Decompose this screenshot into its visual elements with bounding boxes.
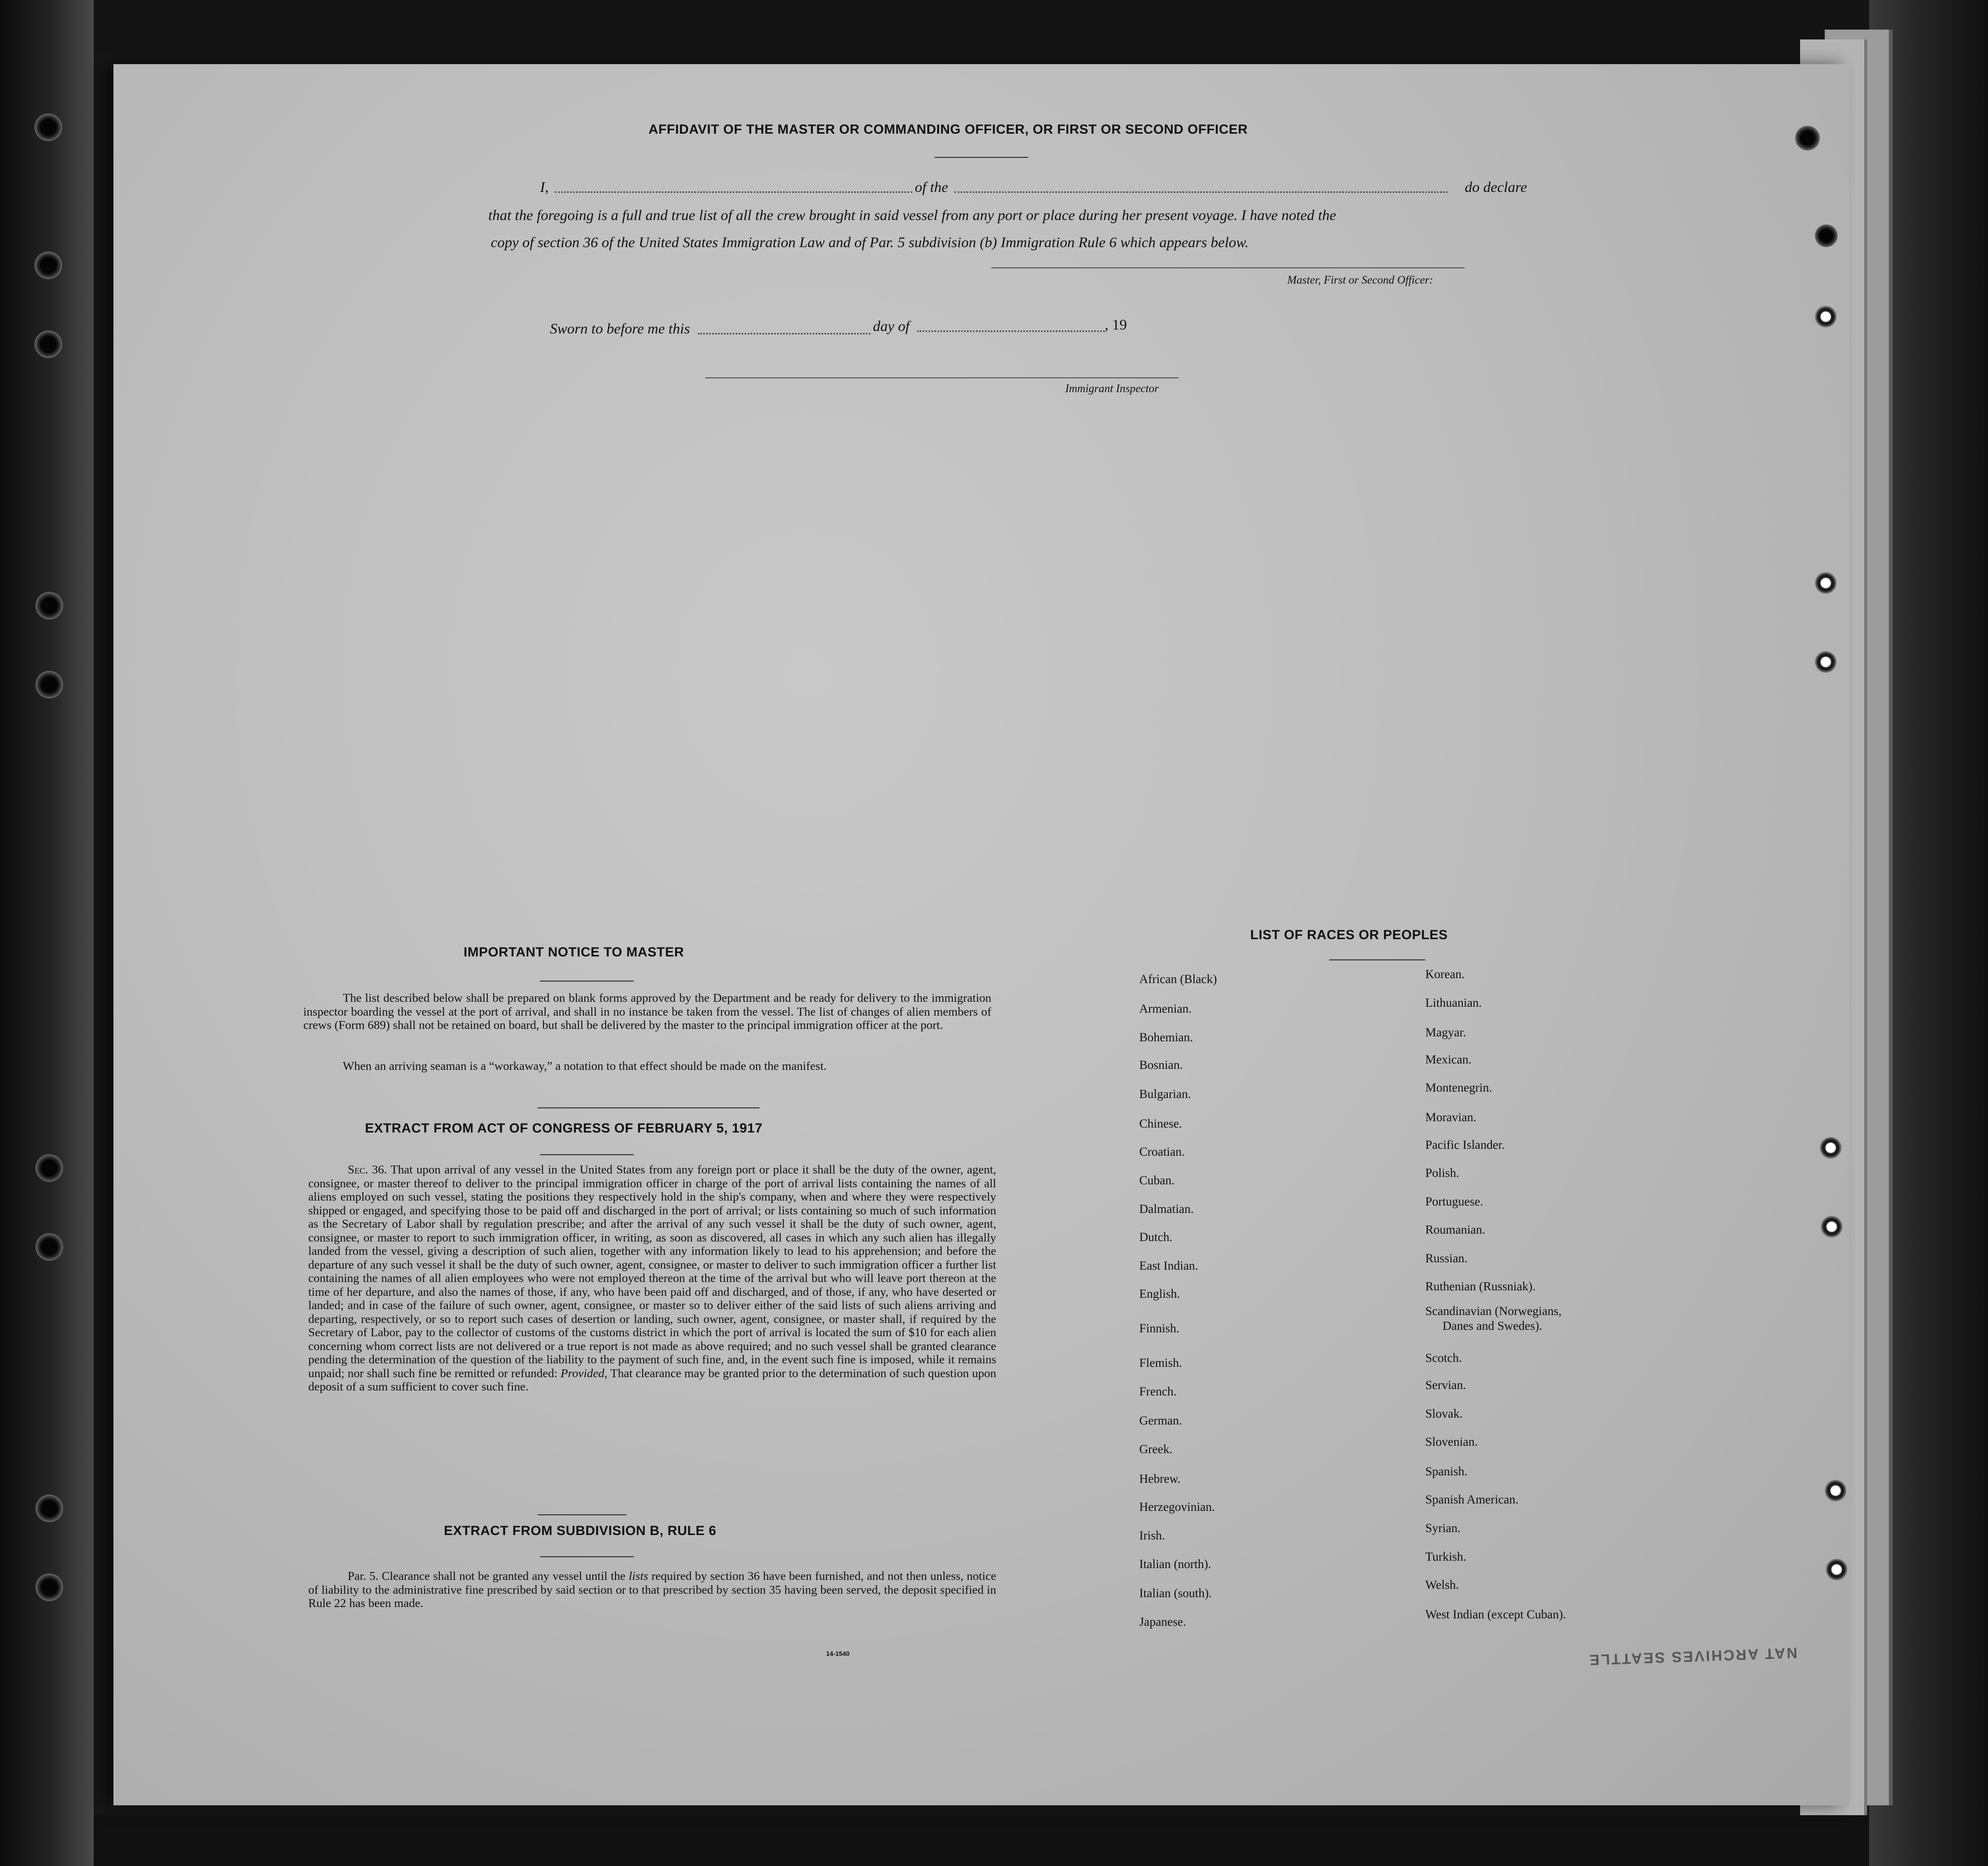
divider (540, 981, 634, 982)
race-item: Russian. (1425, 1252, 1468, 1265)
race-item: German. (1139, 1414, 1182, 1427)
race-item: Slovenian. (1425, 1435, 1478, 1449)
binder-hole-icon (36, 1573, 63, 1601)
race-item: Korean. (1425, 968, 1465, 981)
race-item: Scandinavian (Norwegians, (1425, 1305, 1562, 1318)
punch-hole-icon (1795, 126, 1820, 150)
archive-stamp: NAT ARCHIVES SEATTLE (1588, 1644, 1798, 1668)
binder-hole-icon (35, 252, 62, 279)
binder-hole-icon (35, 330, 62, 358)
race-item: Finnish. (1139, 1322, 1180, 1335)
notice-paragraph-1: The list described below shall be prepared on blank forms approved by the Department and be ready for delivery to the immigration inspector boarding the vessel at the port of arrival, and shall in no instance be taken from the vessel. The list of changes of alien members of crews (Form 689) shall not be retained on board, but shall be delivered by the master to the principal immigration officer at the port. (303, 991, 991, 1032)
form-number: 14-1540 (826, 1650, 850, 1657)
race-item: Japanese. (1139, 1615, 1187, 1629)
race-item: Lithuanian. (1425, 996, 1482, 1010)
punch-hole-icon (1826, 1559, 1847, 1580)
manifest-page (113, 64, 1849, 1805)
race-item: West Indian (except Cuban). (1425, 1608, 1566, 1621)
race-item: Danes and Swedes). (1443, 1319, 1543, 1333)
rule-6-text (308, 1570, 996, 1610)
sworn-prefix: Sworn to before me this (550, 321, 690, 337)
race-item: Welsh. (1425, 1578, 1459, 1592)
master-name-line (555, 191, 912, 193)
race-item: Slovak. (1425, 1407, 1463, 1421)
punch-hole-icon (1815, 572, 1837, 594)
punch-hole-icon (1815, 651, 1837, 673)
race-item: Portuguese. (1425, 1195, 1483, 1208)
affidavit-of-the: of the (915, 179, 948, 195)
race-item: Dutch. (1139, 1231, 1173, 1244)
binder-hole-icon (35, 113, 62, 141)
race-item: Polish. (1425, 1167, 1459, 1180)
punch-hole-icon (1825, 1480, 1846, 1501)
race-item: Hebrew. (1139, 1472, 1181, 1486)
race-item: Italian (north). (1139, 1558, 1211, 1571)
binder-hole-icon (36, 671, 63, 698)
signature-label: Master, First or Second Officer: (1287, 274, 1433, 286)
section-body: That upon arrival of any vessel in the United States from any foreign port or place it shall be the duty of the owner, agent, consignee, or master thereof to deliver to the principal immigration officer in charge of the port of arrival lists containing the names of all aliens employed on such vessel, stating the positions they respectively hold in the ship's company, when and where they were respectively shipped or engaged, and specifying those to be paid off and discharged in the port of arrival; or lists containing so much of such information as the Secretary of Labor shall by regulation prescribe; and after the arrival of any such vessel it shall be the duty of such owner, agent, consignee, or master to report to such immigration officer, in writing, as soon as discovered, all cases in which any such alien has illegally landed from the vessel, giving a description of such alien, together with any information likely to lead to his apprehension; and before the departure of any such vessel it shall be the duty of such owner, agent, consignee, or master to deliver to such immigration officer a further list containing the names of all alien employees who were not employed thereon at the time of the arrival but who will leave port thereon at the time of her departure, and also the names of those, if any, who have been paid off and discharged, and of those, if any, who have deserted or landed; and in case of the failure of such owner, agent, consignee, or master so to deliver either of the said lists of such aliens arriving and departing, respectively, or so to report such cases of desertion or landing, such owner, agent, consignee, or master shall, if required by the Secretary of Labor, pay to the collector of customs of the customs district in which the port of arrival is located the sum of $10 for each alien concerning whom correct lists are not delivered or a true report is not made as above required; and no such vessel shall be granted clearance pending the determination of the question of the liability to the payment of such fine, and, in the event such fine is imposed, while it remains unpaid; nor shall such fine be remitted or refunded: (308, 1163, 996, 1380)
vessel-name-line (954, 191, 1447, 193)
punch-hole-icon (1820, 1137, 1842, 1159)
race-item: Bulgarian. (1139, 1088, 1191, 1101)
notice-title: IMPORTANT NOTICE TO MASTER (464, 945, 684, 959)
sworn-month-line (917, 330, 1105, 332)
race-item: Dalmatian. (1139, 1203, 1194, 1216)
affidavit-line-3: copy of section 36 of the United States Immigration Law and of Par. 5 subdivision (b) Immigration Rule 6 which appears below. (491, 234, 1249, 251)
punch-hole-icon (1815, 224, 1838, 247)
race-item: Spanish. (1425, 1465, 1468, 1478)
binder-hole-icon (36, 1154, 63, 1182)
race-item: Scotch. (1425, 1352, 1462, 1365)
race-item: African (Black) (1139, 973, 1217, 986)
sworn-day-of: day of (873, 318, 910, 334)
notice-paragraph-2: When an arriving seaman is a “workaway,” a notation to that effect should be made on the manifest. (343, 1060, 827, 1073)
provided-term: Provided, (560, 1366, 608, 1380)
divider (935, 157, 1028, 158)
signature-line (991, 267, 1465, 268)
binder-hole-icon (36, 1233, 63, 1261)
race-item: Bohemian. (1139, 1031, 1193, 1044)
binder-hole-icon (36, 592, 63, 620)
race-item: English. (1139, 1287, 1180, 1301)
scan-border-top (0, 0, 1988, 54)
race-item: Chinese. (1139, 1117, 1182, 1131)
affidavit-i: I, (540, 179, 549, 195)
affidavit-do-declare: do declare (1465, 179, 1527, 195)
race-item: Turkish. (1425, 1550, 1467, 1564)
rule-text-b: required by section 36 have been furnished, and not then unless, notice of liability to the administrative fine prescribed by said section or to that prescribed by section 35 having been served, the deposit specified in Rule 22 has been made. (308, 1570, 996, 1610)
race-item: East Indian. (1139, 1259, 1198, 1273)
race-item: Armenian. (1139, 1002, 1192, 1016)
race-item: Italian (south). (1139, 1587, 1212, 1600)
divider (538, 1514, 626, 1515)
sworn-year: , 19 (1105, 317, 1127, 333)
affidavit-title: AFFIDAVIT OF THE MASTER OR COMMANDING OFFICER, OR FIRST OR SECOND OFFICER (649, 122, 1248, 137)
extract-rule-title: EXTRACT FROM SUBDIVISION B, RULE 6 (444, 1523, 717, 1538)
race-item: Ruthenian (Russniak). (1425, 1280, 1536, 1293)
binder-hole-icon (36, 1495, 63, 1522)
inspector-label: Immigrant Inspector (1065, 382, 1159, 395)
race-item: Pacific Islander. (1425, 1138, 1505, 1152)
race-item: Herzegovinian. (1139, 1500, 1215, 1514)
race-item: Spanish American. (1425, 1493, 1518, 1506)
extract-act-title: EXTRACT FROM ACT OF CONGRESS OF FEBRUARY 5, 1917 (365, 1121, 763, 1135)
section-label: Sec. 36. (348, 1163, 387, 1176)
race-item: Servian. (1425, 1379, 1466, 1392)
races-title: LIST OF RACES OR PEOPLES (1250, 927, 1448, 942)
affidavit-line-2: that the foregoing is a full and true list of all the crew brought in said vessel from any port or place during her present voyage. I have noted the (488, 207, 1337, 223)
race-item: Cuban. (1139, 1174, 1175, 1187)
punch-hole-icon (1815, 306, 1837, 328)
divider (538, 1107, 759, 1108)
race-item: Bosnian. (1139, 1059, 1183, 1072)
race-item: Magyar. (1425, 1026, 1466, 1039)
race-item: Moravian. (1425, 1111, 1477, 1124)
race-item: Flemish. (1139, 1356, 1182, 1370)
rule-lists-term: lists (628, 1570, 649, 1583)
race-item: Croatian. (1139, 1145, 1185, 1159)
race-item: Roumanian. (1425, 1223, 1485, 1237)
race-item: Irish. (1139, 1529, 1165, 1542)
race-item: Mexican. (1425, 1053, 1472, 1066)
divider (540, 1556, 634, 1557)
divider (1329, 959, 1425, 960)
race-item: French. (1139, 1385, 1177, 1398)
section-body-end: That clearance may be granted prior to the determination of such question upon deposit of a sum sufficient to cover such fine. (308, 1366, 996, 1393)
divider (540, 1154, 634, 1155)
scan-border-bottom (0, 1815, 1988, 1866)
punch-hole-icon (1821, 1216, 1843, 1238)
race-item: Greek. (1139, 1443, 1173, 1456)
race-item: Syrian. (1425, 1522, 1461, 1535)
sworn-day-line (698, 333, 870, 334)
section-36-text (308, 1163, 996, 1394)
race-item: Montenegrin. (1425, 1081, 1492, 1095)
rule-text-a: Par. 5. Clearance shall not be granted any vessel until the (348, 1570, 626, 1583)
inspector-signature-line (705, 377, 1179, 378)
